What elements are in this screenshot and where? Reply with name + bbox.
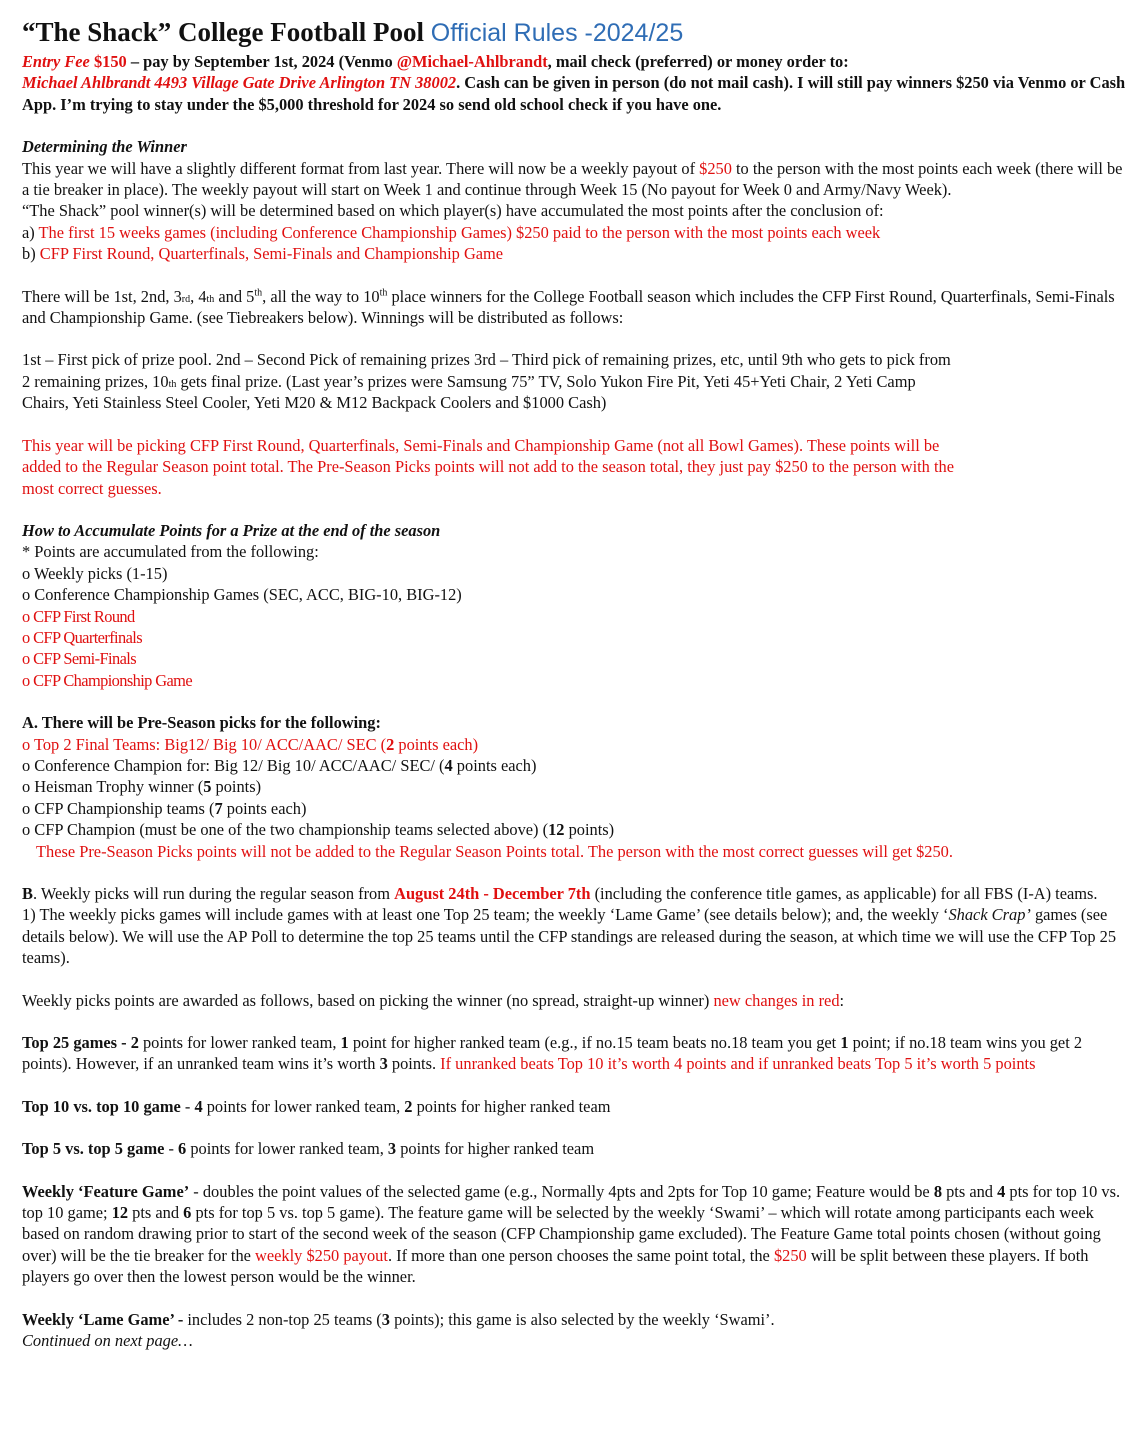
list-item: o CFP Quarterfinals: [22, 627, 143, 647]
preseason-item: o CFP Championship teams (7 points each): [22, 798, 307, 818]
winner-item-a: a) The first 15 weeks games (including Conference Championship Games) $250 paid to the person with the most points each week: [22, 222, 881, 242]
preseason-item: o Top 2 Final Teams: Big12/ Big 10/ ACC/AAC/ SEC (2 points each): [22, 734, 479, 754]
picking-note: This year will be picking CFP First Round, Quarterfinals, Semi-Finals and Championship Game (not all Bowl Games). These points will be added to the Regular Season point total. The Pre-Season Picks points will not add to the season total, they just pay $250 to the person with the most correct guesses.: [22, 435, 955, 498]
weekly-picks-paragraph: B. Weekly picks will run during the regular season from August 24th - December 7th (including the conference title games, as applicable) for all FBS (I-A) teams.: [22, 884, 1098, 903]
title-main: “The Shack” College Football Pool: [22, 17, 425, 47]
section-heading-preseason: A. There will be Pre-Season picks for the following:: [22, 713, 381, 733]
section-heading-accumulate: How to Accumulate Points for a Prize at the end of the season: [22, 520, 441, 540]
accumulate-intro: * Points are accumulated from the following:: [22, 542, 319, 562]
venmo-handle: @Michael-Ahlbrandt: [396, 52, 548, 71]
weekly-payout-paragraph: This year we will have a slightly different format from last year. There will now be a weekly payout of $250 to the person with the most points each week (there will be a tie breaker in place). The weekly payout will start on Week 1 and continue through Week 15 (No payout for Week 0 and Army/Navy Week).: [22, 158, 1123, 200]
preseason-item: o Heisman Trophy winner (5 points): [22, 777, 262, 797]
preseason-note: These Pre-Season Picks points will not be added to the Regular Season Points total. The person with the most correct guesses will get $250.: [36, 841, 953, 861]
lame-game-rule: Weekly ‘Lame Game’ - includes 2 non-top 25 teams (3 points); this game is also selected by the weekly ‘Swami’.: [22, 1309, 775, 1329]
document-title: [22, 14, 1128, 51]
places-paragraph: There will be 1st, 2nd, 3rd, 4th and 5th, all the way to 10th place winners for the College Football season which includes the CFP First Round, Quarterfinals, Semi-Finals and Championship Game. (see Tiebreakers below). Winnings will be distributed as follows:: [22, 286, 1115, 328]
weekly-games-paragraph: 1) The weekly picks games will include games with at least one Top 25 team; the weekly ‘Lame Game’ (see details below); and, the weekly ‘Shack Crap’ games (see details below). We will use the AP Poll to determine the top 25 teams until the CFP standings are released during the season, at which time we will use the CFP Top 25 teams).: [22, 905, 1117, 968]
season-dates: August 24th - December 7th: [394, 884, 591, 903]
list-item: o CFP Semi-Finals: [22, 649, 136, 669]
preseason-item: o Conference Champion for: Big 12/ Big 10/ ACC/AAC/ SEC/ (4 points each): [22, 755, 537, 775]
top10-rule: Top 10 vs. top 10 game - 4 points for lower ranked team, 2 points for higher ranked team: [22, 1096, 611, 1116]
list-item: o CFP First Round: [22, 606, 135, 626]
top25-rule: Top 25 games - 2 points for lower ranked team, 1 point for higher ranked team (e.g., if no.15 team beats no.18 team you get 1 point; if no.18 team wins you get 2 points). However, if an unranked team wins it’s worth 3 points. If unranked beats Top 10 it’s worth 4 points and if unranked beats Top 5 it’s worth 5 points: [22, 1033, 1083, 1074]
continued-note: Continued on next page…: [22, 1331, 193, 1351]
section-heading-winner: Determining the Winner: [22, 137, 187, 157]
entry-fee-paragraph: Entry Fee $150 – pay by September 1st, 2024 (Venmo @Michael-Ahlbrandt, mail check (preferred) or money order to: Michael Ahlbrandt 4493 Village Gate Drive Arlington TN 38002. Cash can be given in person (do not mail cash). I will still pay winners $250 via Venmo or Cash App. I’m trying to stay under the $5,000 threshold for 2024 so send old school check if you have one.: [22, 52, 1126, 114]
winner-item-b: b) CFP First Round, Quarterfinals, Semi-Finals and Championship Game: [22, 244, 504, 264]
list-item: o Conference Championship Games (SEC, ACC, BIG-10, BIG-12): [22, 585, 462, 605]
entry-fee-label: Entry Fee: [22, 52, 90, 71]
list-item: o Weekly picks (1-15): [22, 563, 168, 583]
pool-winner-paragraph: “The Shack” pool winner(s) will be determined based on which player(s) have accumulated the most points after the conclusion of:: [22, 201, 884, 221]
prizes-paragraph: 1st – First pick of prize pool. 2nd – Second Pick of remaining prizes 3rd – Third pick of remaining prizes, etc, until 9th who gets to pick from 2 remaining prizes, 10th gets final prize. (Last year’s prizes were Samsung 75” TV, Solo Yukon Fire Pit, Yeti 45+Yeti Chair, 2 Yeti Camp Chairs, Yeti Stainless Steel Cooler, Yeti M20 & M12 Backpack Coolers and $1000 Cash): [22, 350, 951, 413]
feature-game-rule: Weekly ‘Feature Game’ - doubles the point values of the selected game (e.g., Normally 4pts and 2pts for Top 10 game; Feature would be 8 pts and 4 pts for top 10 vs. top 10 game; 12 pts and 6 pts for top 5 vs. top 5 game). The feature game will be selected by the weekly ‘Swami’ – which will rotate among participants each week based on random drawing prior to start of the second week of the season (CFP Championship game excluded). The Feature Game total points chosen (without going over) will be the tie breaker for the weekly $250 payout. If more than one person chooses the same point total, the $250 will be split between these players. If both players go over then the lowest person would be the winner.: [22, 1181, 1121, 1287]
top5-rule: Top 5 vs. top 5 game - 6 points for lower ranked team, 3 points for higher ranked team: [22, 1139, 595, 1159]
list-item: o CFP Championship Game: [22, 670, 192, 690]
preseason-item: o CFP Champion (must be one of the two championship teams selected above) (12 points): [22, 820, 615, 840]
entry-fee-amount: $150: [93, 52, 127, 71]
mailing-address: Michael Ahlbrandt 4493 Village Gate Drive Arlington TN 38002: [22, 73, 457, 93]
title-subtitle: Official Rules -2024/25: [430, 19, 684, 47]
points-awarded-paragraph: Weekly picks points are awarded as follows, based on picking the winner (no spread, straight-up winner) new changes in red:: [22, 990, 845, 1010]
